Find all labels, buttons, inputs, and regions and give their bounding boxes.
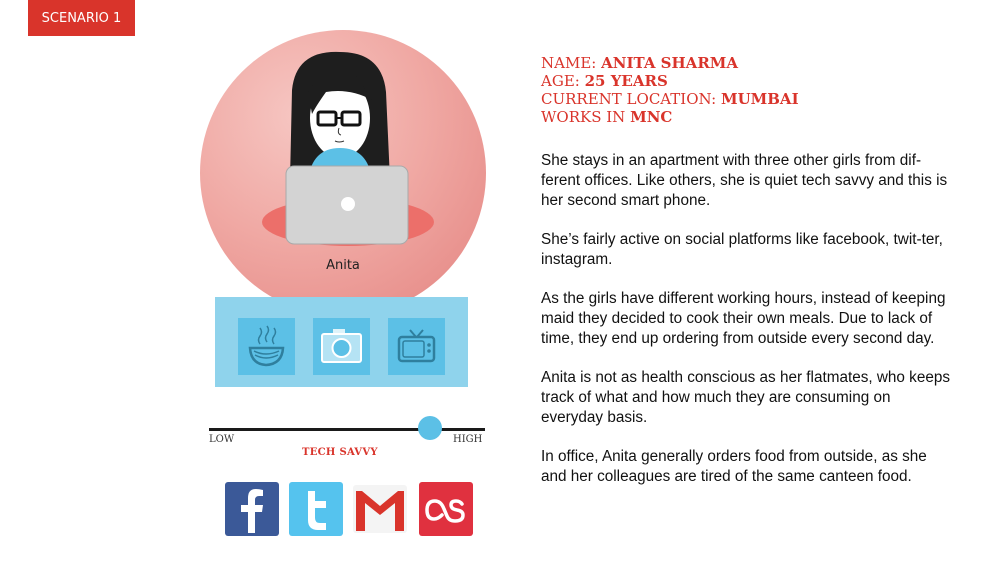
persona-avatar xyxy=(200,30,486,316)
description-paragraph: As the girls have different working hours, instead of keeping maid they decided to cook their own meals. Due to lack of time, they end up ordering from outside every second day. xyxy=(541,290,946,347)
tv-icon xyxy=(388,318,445,375)
description-paragraph: In office, Anita generally orders food from outside, as she and her colleagues are tired of the same canteen food. xyxy=(541,448,927,485)
location-row xyxy=(541,90,961,108)
twitter-icon xyxy=(288,481,344,537)
camera-icon xyxy=(313,318,370,375)
food-bowl-icon xyxy=(238,318,295,375)
name-label: NAME: xyxy=(541,54,597,72)
work-row xyxy=(541,108,961,126)
location-value: MUMBAI xyxy=(720,90,799,108)
persona-description xyxy=(541,151,951,506)
slider-high-label: HIGH xyxy=(453,434,483,445)
age-label: AGE: xyxy=(541,72,580,90)
name-value: ANITA SHARMA xyxy=(601,54,739,72)
avatar-name: Anita xyxy=(326,258,360,273)
slider-low-label: LOW xyxy=(209,434,235,445)
location-label: CURRENT LOCATION: xyxy=(541,90,717,108)
description-paragraph: She’s fairly active on social platforms like facebook, twit-ter, instagram. xyxy=(541,231,943,268)
tech-savvy-track xyxy=(209,428,485,431)
tech-savvy-knob xyxy=(418,416,442,440)
description-paragraph: Anita is not as health conscious as her flatmates, who keeps track of what and how much they are consuming on everyday basis. xyxy=(541,369,950,426)
age-value: 25 YEARS xyxy=(584,72,668,90)
work-label: WORKS IN xyxy=(541,108,626,126)
lastfm-icon xyxy=(418,481,474,537)
persona-facts xyxy=(541,54,961,126)
facebook-icon xyxy=(224,481,280,537)
name-row xyxy=(541,54,961,72)
gmail-icon xyxy=(352,481,408,537)
interests-panel xyxy=(215,297,468,387)
description-paragraph: She stays in an apartment with three other girls from dif-ferent offices. Like others, she is quiet tech savvy and this is her second smart phone. xyxy=(541,152,948,209)
age-row xyxy=(541,72,961,90)
scenario-tag: SCENARIO 1 xyxy=(28,0,135,36)
tech-savvy-caption: TECH SAVVY xyxy=(302,447,378,458)
work-value: MNC xyxy=(630,108,673,126)
persona-illustration xyxy=(200,30,486,316)
